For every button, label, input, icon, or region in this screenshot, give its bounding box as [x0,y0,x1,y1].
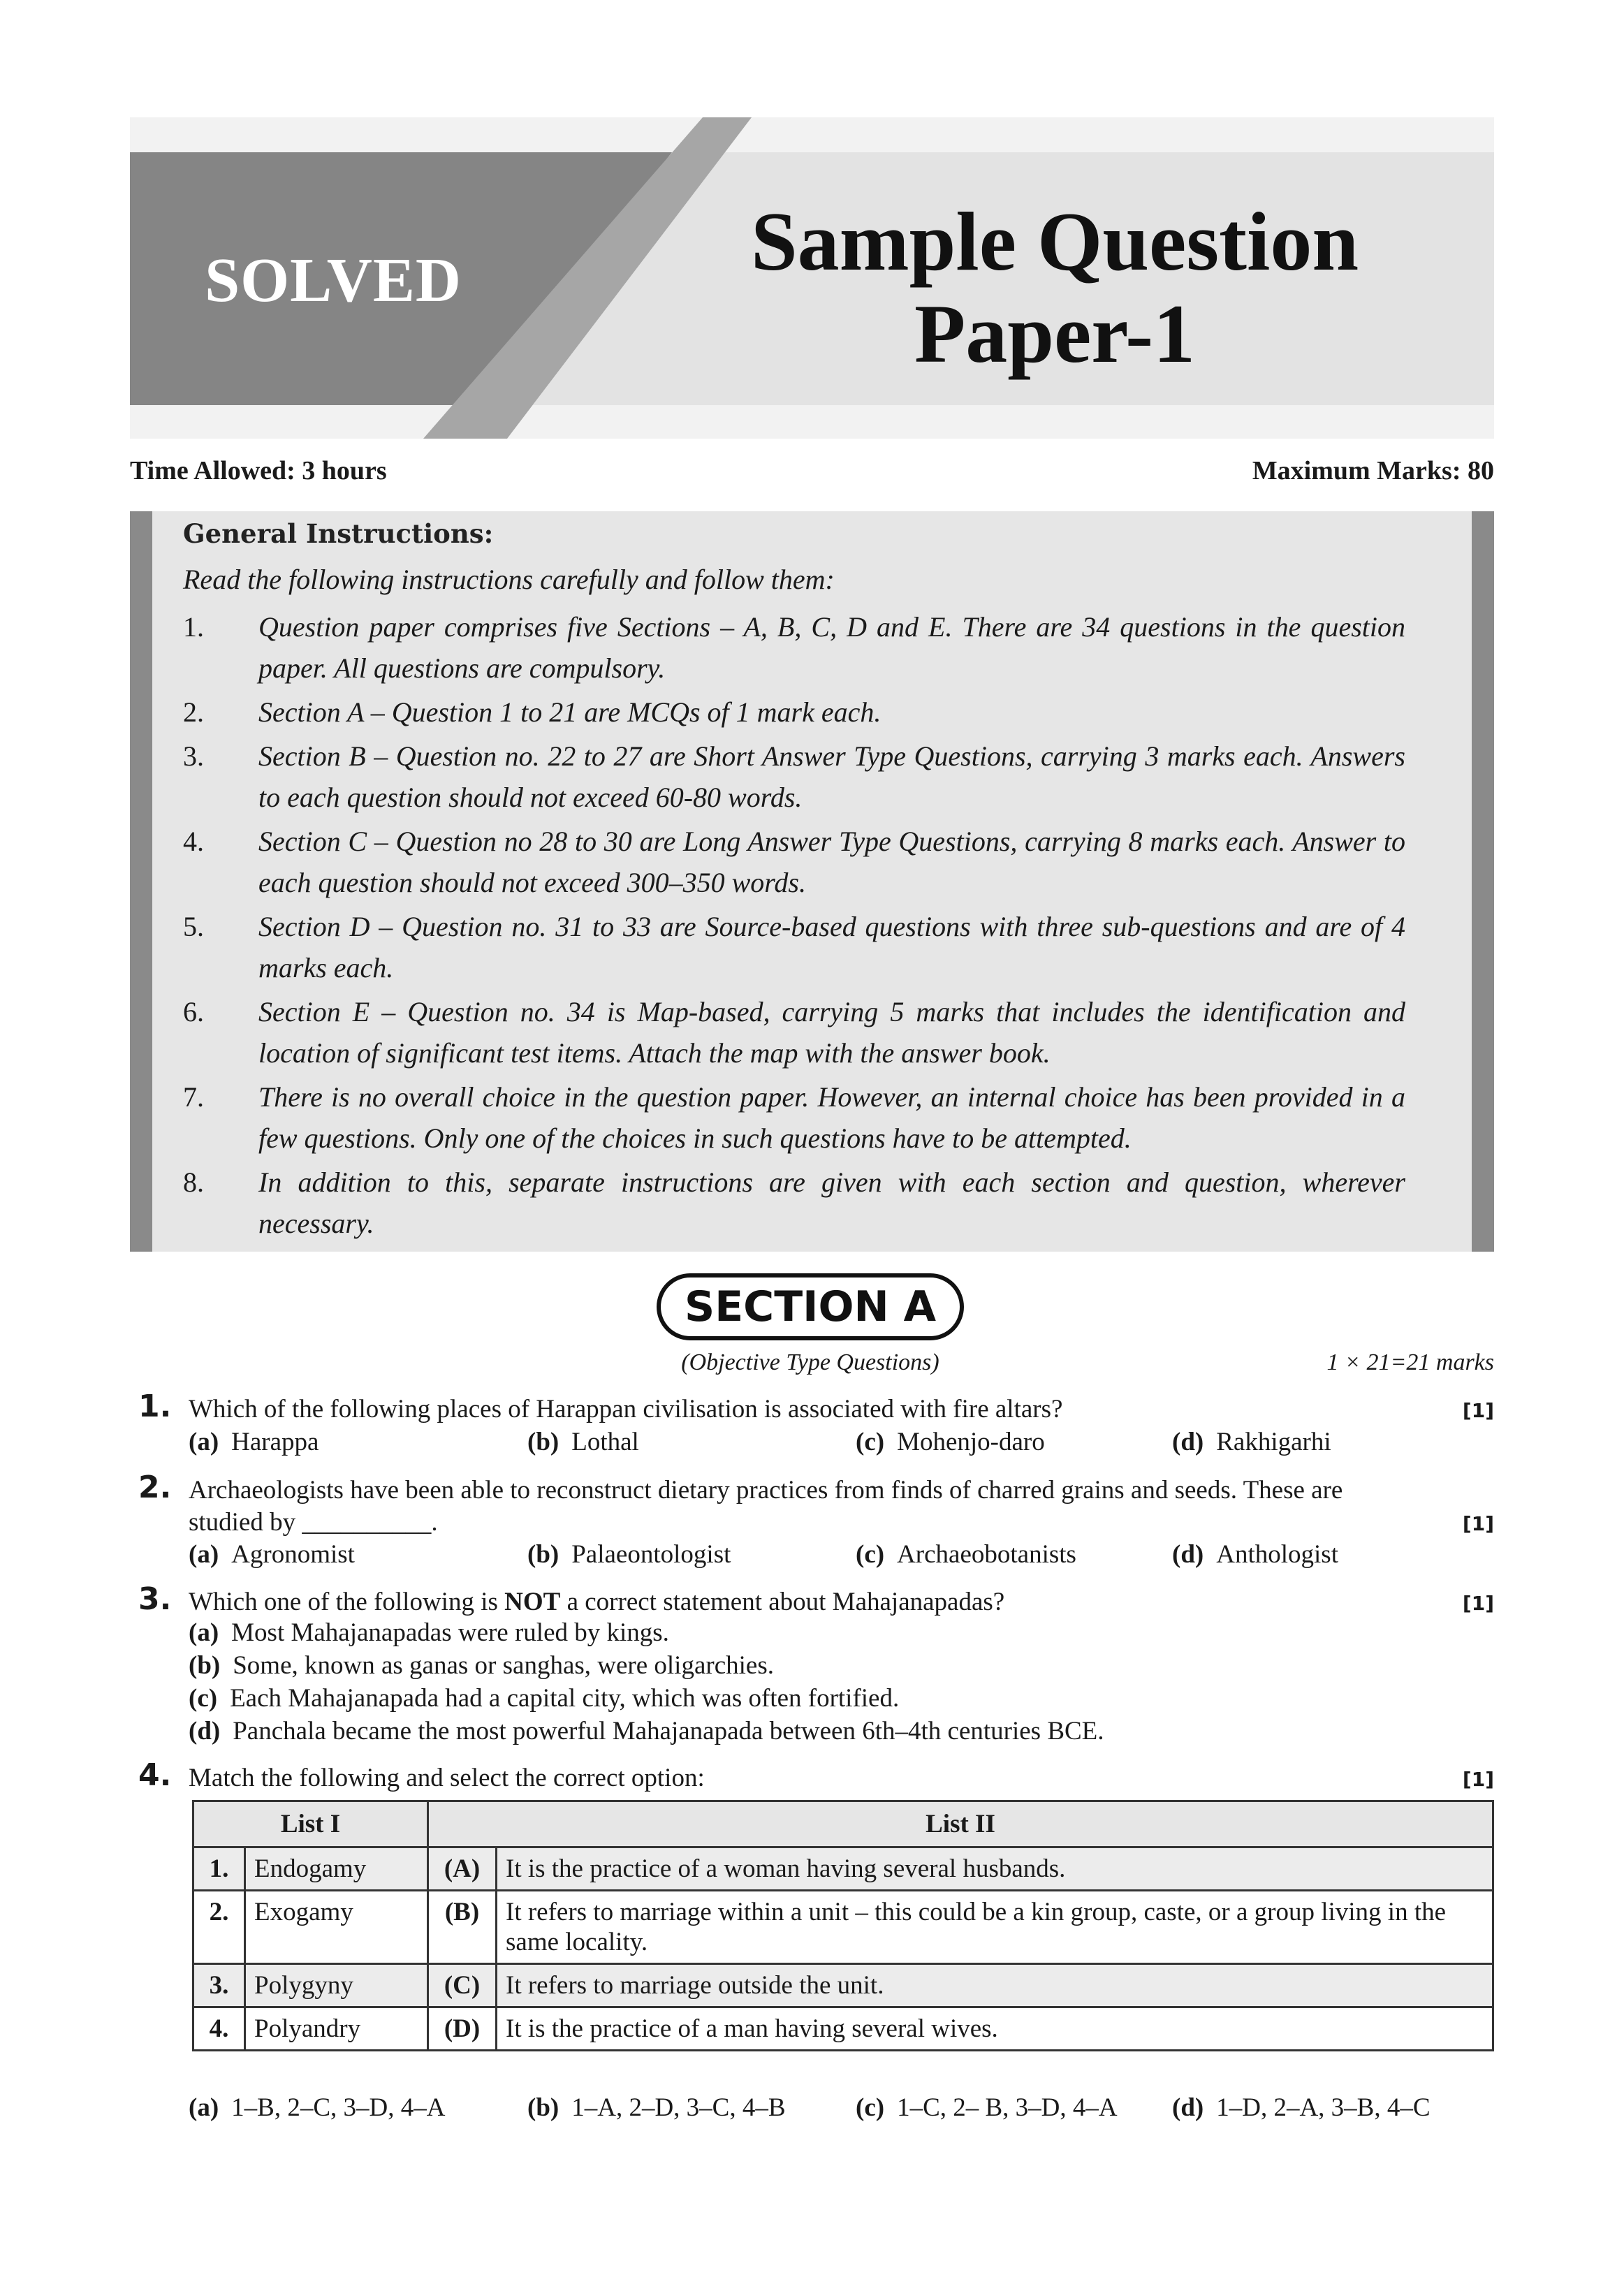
option-d: (d) 1–D, 2–A, 3–B, 4–C [1172,2093,1431,2122]
title-line-2: Paper-1 [914,287,1196,380]
row-code: (A) [428,1847,497,1891]
row-code: (D) [428,2007,497,2051]
instructions-heading: General Instructions: [183,518,494,549]
question-number: 1. [138,1389,172,1424]
option-a: (a) 1–B, 2–C, 3–D, 4–A [189,2093,446,2122]
row-description: It refers to marriage outside the unit. [497,1964,1493,2007]
row-code: (C) [428,1964,497,2007]
option-b: (b) Some, known as ganas or sanghas, were oligarchies. [189,1651,774,1680]
section-marks: 1 × 21=21 marks [1326,1349,1494,1375]
instruction-text: Section E – Question no. 34 is Map-based, carrying 5 marks that includes the identification and location of significant test items. Attach the map with the answer book. [258,996,1405,1069]
question-text: Archaeologists have been able to reconstruct dietary practices from finds of charred grains and seeds. These are [189,1476,1343,1505]
table-header-row [193,1801,1493,1847]
option-d: (d) Rakhigarhi [1172,1428,1331,1456]
row-term: Endogamy [245,1847,428,1891]
table-row [193,1891,1493,1964]
section-subtitle: (Objective Type Questions) [681,1349,939,1375]
table-row [193,2007,1493,2051]
page-title [657,196,1453,380]
instructions-intro: Read the following instructions carefully and follow them: [183,564,835,595]
time-allowed: Time Allowed: 3 hours [130,456,387,485]
table-row [193,1847,1493,1891]
instruction-item [183,906,1405,988]
instruction-item [183,691,1405,733]
row-code: (B) [428,1891,497,1964]
question-number: 4. [138,1757,172,1793]
instructions-left-bar [130,511,152,1252]
instruction-number: 5. [183,911,204,942]
option-b: (b) Lothal [527,1428,639,1456]
option-d: (d) Panchala became the most powerful Mahajanapada between 6th–4th centuries BCE. [189,1717,1104,1745]
instruction-text: Question paper comprises five Sections – A, B, C, D and E. There are 34 questions in the question paper. All questions are compulsory. [258,611,1405,684]
instruction-number: 4. [183,826,204,857]
option-b: (b) Palaeontologist [527,1540,731,1569]
question-text-cont: studied by __________. [189,1508,438,1537]
table-header-list2: List II [428,1801,1493,1847]
instruction-item [183,991,1405,1074]
instruction-text: Section C – Question no 28 to 30 are Long Answer Type Questions, carrying 8 marks each. Answer to each question should not exceed 300–350 words. [258,826,1405,898]
row-term: Exogamy [245,1891,428,1964]
row-description: It refers to marriage within a unit – this could be a kin group, caste, or a group living in the same locality. [497,1891,1493,1964]
emphasis-not: NOT [504,1588,561,1616]
option-a: (a) Agronomist [189,1540,355,1569]
instruction-number: 3. [183,740,204,772]
match-table [192,1800,1494,2051]
question-number: 3. [138,1581,172,1617]
instruction-item [183,735,1405,818]
instruction-number: 6. [183,996,204,1027]
option-c: (c) Mohenjo-daro [856,1428,1045,1456]
option-c: (c) Each Mahajanapada had a capital city, which was often fortified. [189,1684,900,1713]
instructions-list [183,606,1405,1247]
instruction-item [183,1076,1405,1159]
row-term: Polygyny [245,1964,428,2007]
option-a: (a) Most Mahajanapadas were ruled by kings. [189,1618,669,1647]
option-b: (b) 1–A, 2–D, 3–C, 4–B [527,2093,786,2122]
instruction-number: 8. [183,1166,204,1198]
row-number: 4. [193,2007,245,2051]
instruction-number: 2. [183,696,204,728]
instruction-text: There is no overall choice in the question paper. However, an internal choice has been provided in a few questions. Only one of the choices in such questions have to be attempted. [258,1081,1405,1154]
maximum-marks: Maximum Marks: 80 [1252,456,1494,485]
instruction-item [183,1162,1405,1244]
instruction-number: 1. [183,611,204,643]
instruction-text: Section D – Question no. 31 to 33 are Source-based questions with three sub-questions and are of 4 marks each. [258,911,1405,983]
question-mark: [1] [1462,1592,1494,1615]
instruction-text: Section B – Question no. 22 to 27 are Short Answer Type Questions, carrying 3 marks each. Answers to each question should not exceed 60-80 words. [258,740,1405,813]
table-header-list1: List I [193,1801,428,1847]
row-number: 2. [193,1891,245,1964]
question-mark: [1] [1462,1768,1494,1791]
section-title: SECTION A [657,1273,964,1340]
question-text: Which one of the following is NOT a correct statement about Mahajanapadas? [189,1588,1005,1616]
row-number: 1. [193,1847,245,1891]
option-c: (c) 1–C, 2– B, 3–D, 4–A [856,2093,1118,2122]
option-c: (c) Archaeobotanists [856,1540,1076,1569]
row-description: It is the practice of a man having several wives. [497,2007,1493,2051]
question-mark: [1] [1462,1512,1494,1535]
instruction-item [183,821,1405,903]
question-text: Which of the following places of Harappan civilisation is associated with fire altars? [189,1395,1063,1423]
instruction-item [183,606,1405,689]
row-number: 3. [193,1964,245,2007]
table-row [193,1964,1493,2007]
instruction-text: In addition to this, separate instructions are given with each section and question, wherever necessary. [258,1166,1405,1239]
title-line-1: Sample Question [750,195,1359,288]
option-a: (a) Harappa [189,1428,319,1456]
instructions-right-bar [1472,511,1494,1252]
instruction-number: 7. [183,1081,204,1113]
option-d: (d) Anthologist [1172,1540,1338,1569]
instruction-text: Section A – Question 1 to 21 are MCQs of 1 mark each. [258,696,882,728]
question-text: Match the following and select the correct option: [189,1764,705,1792]
question-number: 2. [138,1470,172,1505]
question-mark: [1] [1462,1399,1494,1422]
row-term: Polyandry [245,2007,428,2051]
row-description: It is the practice of a woman having several husbands. [497,1847,1493,1891]
solved-badge: SOLVED [205,246,462,315]
